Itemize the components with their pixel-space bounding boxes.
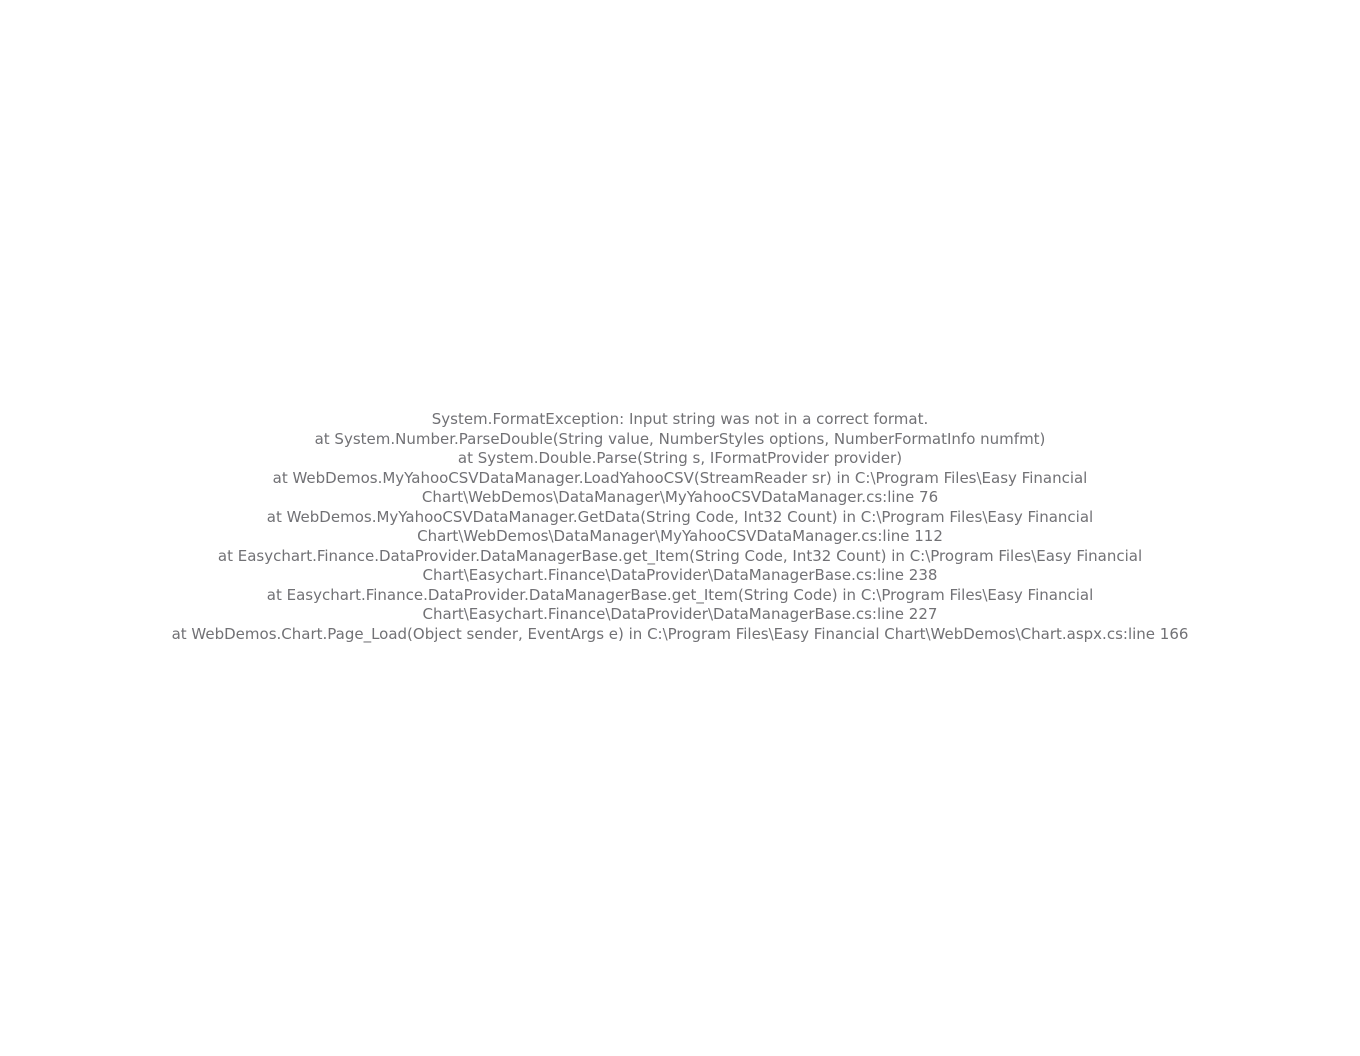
stack-frame-line: at WebDemos.Chart.Page_Load(Object sender, EventArgs e) in C:\Program Files\Easy Financial Chart\WebDemos\Chart.aspx.cs:line 166 — [171, 624, 1189, 643]
stack-frame-continuation-line: Chart\WebDemos\DataManager\MyYahooCSVDataManager.cs:line 76 — [421, 488, 939, 506]
exception-message-line: System.FormatException: Input string was not in a correct format. — [431, 410, 929, 428]
stack-frame-line: at WebDemos.MyYahooCSVDataManager.LoadYahooCSV(StreamReader sr) in C:\Program Files\Easy Financial — [272, 468, 1088, 487]
stack-frame-line: at Easychart.Finance.DataProvider.DataManagerBase.get_Item(String Code) in C:\Program Files\Easy Financial — [266, 585, 1094, 604]
stack-frame-continuation-line: Chart\WebDemos\DataManager\MyYahooCSVDataManager.cs:line 112 — [417, 527, 943, 545]
stack-frame-line: at System.Number.ParseDouble(String value, NumberStyles options, NumberFormatInfo numfmt) — [314, 429, 1046, 448]
stack-frame-line: at WebDemos.MyYahooCSVDataManager.GetData(String Code, Int32 Count) in C:\Program Files\Easy Financial — [266, 507, 1094, 526]
stack-frame-continuation-line: Chart\Easychart.Finance\DataProvider\DataManagerBase.cs:line 238 — [422, 566, 938, 584]
stack-frame-line: at System.Double.Parse(String s, IFormatProvider provider) — [457, 449, 903, 467]
stack-frame-line: at Easychart.Finance.DataProvider.DataManagerBase.get_Item(String Code, Int32 Count) in C:\Program Files\Easy Financial — [217, 546, 1143, 565]
stack-trace — [0, 410, 1360, 644]
stack-frame-continuation-line: Chart\Easychart.Finance\DataProvider\DataManagerBase.cs:line 227 — [422, 605, 938, 623]
